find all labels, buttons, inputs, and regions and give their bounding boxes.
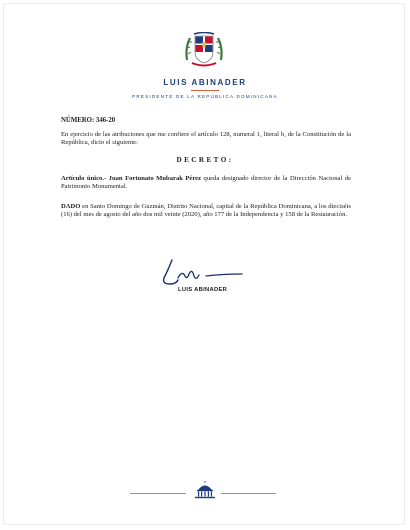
president-title: PRESIDENTE DE LA REPÚBLICA DOMINICANA bbox=[132, 94, 278, 99]
article-text: queda designado director de la Dirección Nacional de Patrimonio Monumental. bbox=[61, 175, 351, 191]
decree-heading: DECRETO: bbox=[176, 156, 234, 164]
preamble-paragraph: En ejercicio de las atribuciones que me confiere el artículo 128, numeral 1, literal b, de la Constitución de la República, dicto el siguiente: bbox=[61, 131, 351, 147]
national-palace-dome-icon bbox=[192, 480, 218, 500]
dado-text: en Santo Domingo de Guzmán, Distrito Nacional, capital de la República Dominicana, a los dieciséis (16) del mes de agosto del año dos mil veinte (2020), año 177 de la Independencia y 158 de la Restauración. bbox=[61, 203, 351, 219]
dado-lead: DADO bbox=[61, 203, 81, 210]
handwritten-signature bbox=[144, 254, 264, 288]
article-lead: Artículo único.- Juan Fortunato Mubarak Pérez bbox=[61, 175, 202, 182]
article-paragraph bbox=[61, 175, 351, 192]
signer-name: LUIS ABINADER bbox=[178, 287, 228, 293]
dado-paragraph bbox=[61, 203, 351, 220]
coat-of-arms-icon bbox=[184, 32, 224, 70]
footer-divider-right bbox=[221, 493, 276, 494]
footer-divider-left bbox=[130, 493, 186, 494]
president-name: LUIS ABINADER bbox=[163, 78, 247, 87]
header-divider bbox=[191, 90, 219, 91]
decree-number: NÚMERO: 346-20 bbox=[61, 117, 116, 124]
